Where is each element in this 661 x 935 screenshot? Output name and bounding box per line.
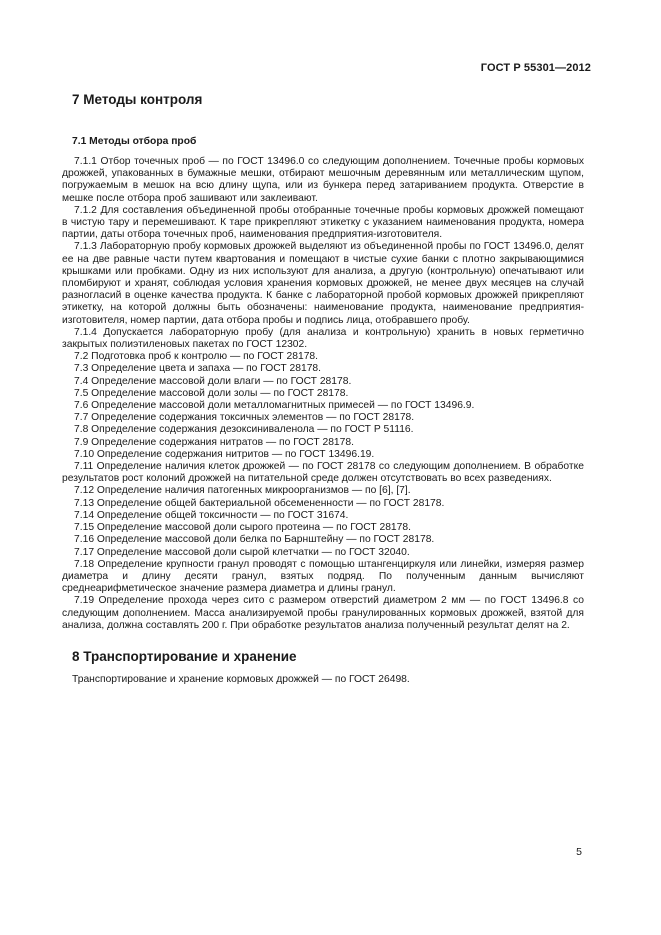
section-7: [62, 92, 584, 632]
paragraph: 7.8 Определение содержания дезоксиниваленола — по ГОСТ Р 51116.: [74, 424, 414, 436]
paragraph: 7.10 Определение содержания нитритов — по ГОСТ 13496.19.: [74, 448, 375, 460]
page-number: 5: [576, 846, 582, 858]
section-7-body: [62, 156, 584, 632]
paragraph: 7.2 Подготовка проб к контролю — по ГОСТ 28178.: [74, 351, 319, 363]
paragraph: 7.1.4 Допускается лабораторную пробу (для анализа и контрольную) хранить в новых герметично закрытых полиэтиленовых пакетах по ГОСТ 12302.: [62, 326, 584, 351]
paragraph: 7.1.3 Лабораторную пробу кормовых дрожжей выделяют из объединенной пробы по ГОСТ 13496.0, делят ее на две равные части путем квартования и помещают в чистые сухие банки с плотно закрывающимися крышками или пробками. Одну из них используют для анализа, а другую (контрольную) опечатывают или пломбируют и хранят, соблюдая условия хранения кормовых дрожжей, не менее двух месяцев на случай разногласий в оценке качества продукта. К банке с лабораторной пробой кормовых дрожжей прикрепляют этикетку, на которой должны быть обозначены: наименование продукта, наименование предприятия-изготовителя, номер партии, дата отбора пробы и подпись лица, отобравшего пробу.: [62, 241, 584, 326]
paragraph: 7.1.2 Для составления объединенной пробы отобранные точечные пробы кормовых дрожжей помещают в чистую тару и перемешивают. К таре прикрепляют этикетку с указанием наименования продукта, номера партии, даты отбора точечных проб, наименования предприятия-изготовителя.: [62, 204, 584, 241]
paragraph: 7.18 Определение крупности гранул проводят с помощью штангенциркуля или линейки, измеряя размер диаметра и длину десяти гранул, взятых подряд. По полученным данным вычисляют среднеарифметическое значение размера диаметра и длины гранул.: [62, 558, 584, 595]
paragraph: 7.17 Определение массовой доли сырой клетчатки — по ГОСТ 32040.: [74, 546, 410, 558]
page-content: [62, 92, 584, 686]
section-8-paragraph: Транспортирование и хранение кормовых дрожжей — по ГОСТ 26498.: [72, 673, 410, 685]
section-7-1-title: 7.1 Методы отбора проб: [72, 136, 197, 147]
paragraph: 7.16 Определение массовой доли белка по Барнштейну — по ГОСТ 28178.: [74, 534, 435, 546]
section-8: [62, 649, 584, 686]
section-7-title: 7 Методы контроля: [72, 92, 203, 107]
document-code-header: ГОСТ Р 55301—2012: [480, 62, 591, 74]
paragraph: 7.4 Определение массовой доли влаги — по ГОСТ 28178.: [74, 375, 352, 387]
paragraph: 7.1.1 Отбор точечных проб — по ГОСТ 13496.0 со следующим дополнением. Точечные пробы кормовых дрожжей, упакованных в бумажные мешки, отбирают мешочным деревянным или металлическим щупом, погружаемым в мешок на всю длину щупа, или из бункера перед затариванием продукта. Отверстие в мешке после отбора проб зашивают или заклеивают.: [62, 156, 584, 204]
paragraph: 7.7 Определение содержания токсичных элементов — по ГОСТ 28178.: [74, 412, 415, 424]
paragraph: 7.6 Определение массовой доли металломагнитных примесей — по ГОСТ 13496.9.: [74, 400, 475, 412]
paragraph: 7.12 Определение наличия патогенных микроорганизмов — по [6], [7].: [74, 485, 411, 497]
paragraph: 7.9 Определение содержания нитратов — по ГОСТ 28178.: [74, 436, 354, 448]
paragraph: 7.15 Определение массовой доли сырого протеина — по ГОСТ 28178.: [74, 522, 411, 534]
paragraph: 7.19 Определение прохода через сито с размером отверстий диаметром 2 мм — по ГОСТ 13496.8 со следующим дополнением. Масса анализируемой пробы гранулированных кормовых дрожжей, взятой для анализа, должна составлять 200 г. При обработке результатов анализа полученный результат делят на 2.: [62, 595, 584, 631]
paragraph: 7.5 Определение массовой доли золы — по ГОСТ 28178.: [74, 387, 349, 399]
paragraph: 7.13 Определение общей бактериальной обсемененности — по ГОСТ 28178.: [74, 497, 445, 509]
section-8-title: 8 Транспортирование и хранение: [72, 648, 297, 664]
paragraph: 7.11 Определение наличия клеток дрожжей — по ГОСТ 28178 со следующим дополнением. В обработке результатов рост колоний дрожжей на питательной среде должен отсутствовать во всех разведениях.: [62, 461, 584, 485]
paragraph: 7.14 Определение общей токсичности — по ГОСТ 31674.: [74, 509, 349, 521]
paragraph: 7.3 Определение цвета и запаха — по ГОСТ 28178.: [74, 363, 322, 375]
